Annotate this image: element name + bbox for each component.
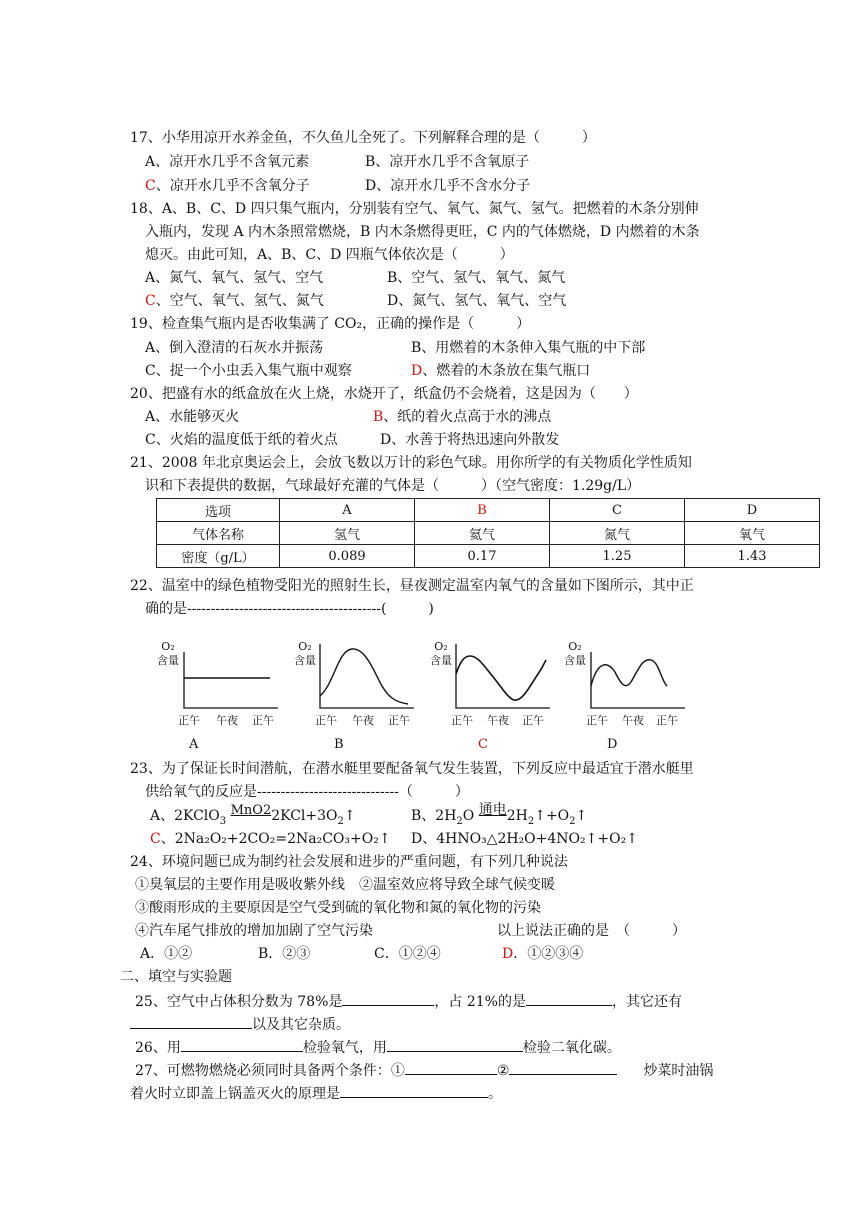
table-cell: 1.43	[685, 545, 820, 568]
question-text: ，占 21%的是	[434, 994, 526, 1010]
q24-question: 以上说法正确的是 （ ）	[497, 923, 686, 939]
table-cell: 氢气	[280, 522, 415, 545]
q18-option-b: B、空气、氢气、氧气、氮气	[387, 270, 566, 286]
answer-blank[interactable]	[340, 1083, 488, 1098]
answer-letter: C	[150, 831, 161, 847]
x-tick: 正午	[451, 714, 473, 727]
x-tick: 正午	[178, 714, 200, 727]
q19-option-b: B、用燃着的木条伸入集气瓶的中下部	[411, 340, 646, 356]
q21-stem-line1: 21、2008 年北京奥运会上，会放飞数以万计的彩色气球。用你所学的有关物质化学性质知	[130, 455, 692, 471]
table-cell: A	[280, 499, 415, 522]
o2-unit-label: 含量	[430, 654, 452, 667]
q18-stem-line1: 18、A、B、C、D 四只集气瓶内，分别装有空气、氧气、氮气、氢气。把燃着的木条分别伸	[130, 201, 699, 217]
table-cell: 0.17	[415, 545, 550, 568]
o2-label: O₂	[298, 640, 312, 653]
answer-blank[interactable]	[405, 1060, 497, 1075]
q20-option-c: C、火焰的温度低于纸的着火点	[145, 432, 338, 448]
table-row	[157, 545, 820, 568]
q24-statement-4: ④汽车尾气排放的增加加剧了空气污染	[135, 923, 373, 939]
answer-letter: C	[145, 293, 156, 309]
q23-option-b: B、$2H_2O$ 通电$2H_2↑+O_2↑$	[411, 802, 588, 827]
section-heading: 二、填空与实验题	[120, 969, 232, 985]
answer-blank[interactable]	[342, 991, 434, 1006]
x-tick: 正午	[388, 714, 410, 727]
graph-letter: D	[607, 737, 618, 752]
q19-option-a: A、倒入澄清的石灰水并振荡	[145, 340, 324, 356]
question-text: 以及其它杂质。	[252, 1017, 350, 1033]
question-text: 。	[488, 1086, 502, 1102]
q17-option-a: A、凉开水几乎不含氧元素	[145, 154, 310, 170]
o2-label: O₂	[434, 640, 448, 653]
q17-stem: 17、小华用凉开水养金鱼，不久鱼儿全死了。下列解释合理的是（ ）	[130, 130, 596, 146]
q23-stem-line2: 供给氧气的反应是------------------------------（ ）	[145, 784, 469, 800]
axes	[591, 652, 685, 708]
question-text: 27、可燃物燃烧必须同时具备两个条件：①	[135, 1063, 405, 1079]
q23-option-c	[150, 829, 391, 849]
question-text: 26、用	[135, 1040, 181, 1056]
q23-option-d: D、4HNO₃△2H₂O+4NO₂↑+O₂↑	[411, 831, 638, 847]
graph-a-plot	[180, 652, 280, 710]
q17-option-c	[145, 176, 310, 196]
question-text: 炒菜时油锅	[643, 1063, 714, 1079]
o2-unit-label: 含量	[564, 654, 586, 667]
x-tick: 午夜	[487, 714, 509, 727]
q19-stem: 19、检查集气瓶内是否收集满了 CO₂，正确的操作是（ ）	[130, 316, 531, 332]
q22-stem-line1: 22、温室中的绿色植物受阳光的照射生长，昼夜测定温室内氧气的含量如下图所示，其中正	[130, 578, 694, 594]
graph-d-plot	[587, 652, 687, 710]
q18-option-c	[145, 291, 324, 311]
x-tick: 正午	[586, 714, 608, 727]
table-cell: 氦气	[415, 522, 550, 545]
option-text: 、凉开水几乎不含氧分子	[155, 178, 310, 194]
q18-stem-line3: 熄灭。由此可知，A、B、C、D 四瓶气体依次是（ ）	[145, 247, 514, 263]
table-cell: 1.25	[550, 545, 685, 568]
o2-unit-label: 含量	[157, 654, 179, 667]
option-text: 、2Na₂O₂+2CO₂=2Na₂CO₃+O₂↑	[160, 831, 391, 847]
question-text: 检验氧气，用	[302, 1040, 387, 1056]
q21-stem-line2: 识和下表提供的数据，气球最好充灌的气体是（ ）（空气密度：1.29g/L）	[145, 478, 641, 494]
o2-curve	[320, 649, 408, 704]
graph-letter-answer: C	[478, 737, 488, 752]
q23-option-a: A、2KClO$_3$ $MnO22KCl+3O_2↑$	[150, 803, 356, 827]
answer-blank[interactable]	[509, 1060, 617, 1075]
gas-density-table	[156, 498, 820, 568]
o2-unit-label: 含量	[294, 654, 316, 667]
table-cell: 密度（g/L）	[157, 545, 280, 568]
question-text: 25、空气中占体积分数为 78%是	[135, 994, 343, 1010]
condition-label: 通电	[478, 802, 507, 818]
question-text: 检验二氧化碳。	[522, 1040, 621, 1056]
question-text: ，其它还有	[611, 994, 682, 1010]
q18-option-d: D、氮气、氢气、氧气、空气	[387, 293, 567, 309]
q20-option-b	[373, 407, 551, 427]
q19-option-d	[411, 361, 590, 381]
x-tick: 正午	[315, 714, 337, 727]
equation-part: A、2KClO	[150, 808, 220, 824]
answer-blank[interactable]	[181, 1037, 303, 1052]
q24-option-b: B．②③	[258, 946, 311, 962]
table-cell: 气体名称	[157, 522, 280, 545]
equation-part: B、2H	[411, 808, 457, 824]
q18-option-a: A、氮气、氧气、氢气、空气	[145, 270, 324, 286]
x-tick: 午夜	[622, 714, 644, 727]
q25-line1	[135, 991, 682, 1012]
answer-blank[interactable]	[130, 1014, 252, 1029]
answer-letter: B	[373, 409, 384, 425]
table-cell: 0.089	[280, 545, 415, 568]
q27-line1	[135, 1060, 713, 1081]
table-cell: D	[685, 499, 820, 522]
q18-stem-line2: 入瓶内，发现 A 内木条照常燃烧，B 内木条燃得更旺，C 内的气体燃烧，D 内燃着的木条	[145, 224, 700, 240]
table-cell: C	[550, 499, 685, 522]
o2-curve	[456, 656, 546, 700]
option-text: 、空气、氧气、氢气、氮气	[155, 293, 324, 309]
table-cell-answer: B	[415, 499, 550, 522]
q24-statement-3: ③酸雨形成的主要原因是空气受到硫的氧化物和氮的氧化物的污染	[135, 900, 541, 916]
q24-option-a: A．①②	[140, 946, 193, 962]
q27-line2	[130, 1083, 502, 1104]
option-text: 、燃着的木条放在集气瓶口	[422, 363, 591, 379]
q24-option-d	[502, 944, 583, 964]
x-tick: 午夜	[216, 714, 238, 727]
table-cell: 选项	[157, 499, 280, 522]
q24-statement-1-2: ①臭氧层的主要作用是吸收紫外线 ②温室效应将导致全球气候变暖	[135, 877, 555, 893]
option-text: 、纸的着火点高于水的沸点	[383, 409, 552, 425]
table-row	[157, 522, 820, 545]
o2-label: O₂	[568, 640, 582, 653]
table-cell: 氧气	[685, 522, 820, 545]
graph-c-plot	[452, 644, 552, 710]
option-text: ．①②③④	[513, 946, 584, 962]
x-tick: 午夜	[352, 714, 374, 727]
q24-stem: 24、环境问题已成为制约社会发展和进步的严重问题，有下列几种说法	[130, 854, 568, 870]
equation-part: 2H	[506, 808, 528, 824]
axes	[320, 644, 414, 708]
table-cell: 氮气	[550, 522, 685, 545]
x-tick: 正午	[522, 714, 544, 727]
axes	[184, 652, 278, 708]
o2-label: O₂	[161, 640, 175, 653]
catalyst-label: MnO2	[230, 803, 272, 818]
answer-blank[interactable]	[526, 991, 612, 1006]
q26-line	[135, 1037, 621, 1058]
answer-letter: C	[145, 178, 156, 194]
table-header-row	[157, 499, 820, 522]
answer-blank[interactable]	[387, 1037, 523, 1052]
q17-option-d: D、凉开水几乎不含水分子	[365, 178, 531, 194]
q20-stem: 20、把盛有水的纸盒放在火上烧，水烧开了，纸盒仍不会烧着，这是因为（ ）	[130, 386, 638, 402]
q20-option-a: A、水能够灭火	[145, 409, 240, 425]
q24-option-c: C．①②④	[374, 946, 441, 962]
equation-part: 2KCl+3O	[271, 808, 338, 824]
graph-letter: B	[334, 737, 344, 752]
q20-option-d: D、水善于将热迅速向外散发	[380, 432, 560, 448]
q23-stem-line1: 23、为了保证长时间潜航，在潜水艇里要配备氧气发生装置，下列反应中最适宜于潜水艇里	[130, 761, 694, 777]
question-text: 着火时立即盖上锅盖灭火的原理是	[130, 1086, 340, 1102]
graph-b-plot	[316, 644, 416, 710]
question-text: ②	[496, 1063, 510, 1079]
graph-letter: A	[189, 737, 199, 752]
o2-curve	[591, 660, 667, 686]
x-tick: 正午	[656, 714, 678, 727]
q22-stem-line2: 确的是-----------------------------------------( )	[145, 601, 434, 617]
x-tick: 正午	[252, 714, 274, 727]
q25-line2	[130, 1014, 350, 1035]
answer-letter: D	[411, 363, 423, 379]
answer-letter: D	[502, 946, 514, 962]
q17-option-b: B、凉开水几乎不含氧原子	[365, 154, 530, 170]
q19-option-c: C、捉一个小虫丢入集气瓶中观察	[145, 363, 352, 379]
